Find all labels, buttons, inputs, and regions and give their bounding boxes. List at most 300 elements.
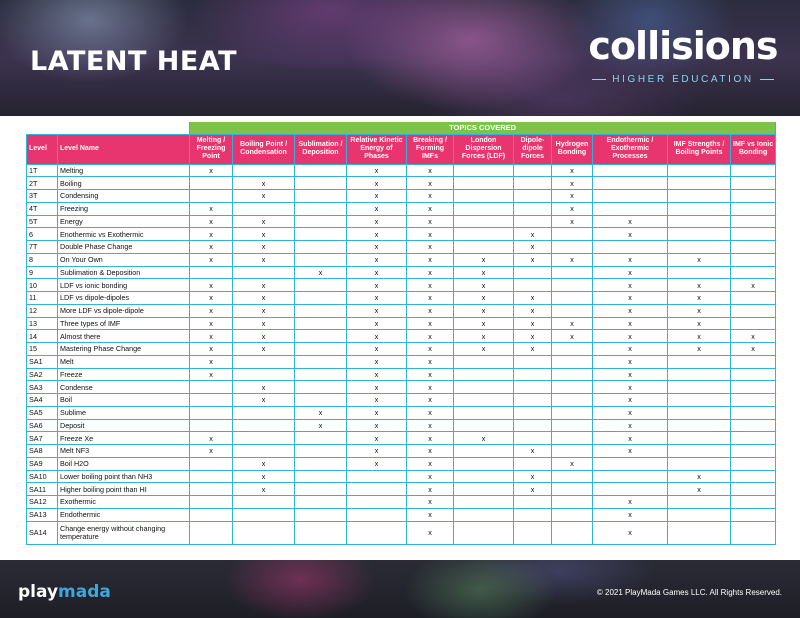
topic-mark-cell [190, 521, 233, 544]
topic-mark-cell: x [407, 445, 454, 458]
topic-mark-cell: x [552, 253, 593, 266]
topic-mark-cell: x [347, 292, 407, 305]
topic-mark-cell [295, 457, 347, 470]
table-row [27, 432, 776, 445]
level-cell: SA11 [27, 483, 58, 496]
level-cell: 11 [27, 292, 58, 305]
topic-mark-cell: x [233, 457, 295, 470]
topic-mark-cell: x [454, 330, 514, 343]
topic-mark-cell [190, 470, 233, 483]
column-header: Level Name [58, 134, 190, 164]
level-cell: SA13 [27, 508, 58, 521]
blank-cell [27, 122, 190, 134]
level-cell: 1T [27, 164, 58, 177]
topic-mark-cell [731, 381, 776, 394]
topic-mark-cell: x [731, 330, 776, 343]
topic-mark-cell [295, 470, 347, 483]
topic-mark-cell [552, 279, 593, 292]
topic-mark-cell [668, 445, 731, 458]
topic-mark-cell [731, 228, 776, 241]
topic-mark-cell [514, 406, 552, 419]
topic-mark-cell: x [552, 177, 593, 190]
topic-mark-cell [295, 368, 347, 381]
topic-mark-cell [668, 164, 731, 177]
topic-mark-cell: x [407, 496, 454, 509]
topic-mark-cell [347, 496, 407, 509]
level-name-cell: Exothermic [58, 496, 190, 509]
topic-mark-cell [731, 317, 776, 330]
topic-mark-cell: x [668, 343, 731, 356]
topic-mark-cell: x [593, 228, 668, 241]
topic-mark-cell [552, 292, 593, 305]
topic-mark-cell [668, 406, 731, 419]
topic-mark-cell [552, 394, 593, 407]
topic-mark-cell [454, 406, 514, 419]
level-name-cell: Endothermic [58, 508, 190, 521]
topic-mark-cell [190, 508, 233, 521]
table-row [27, 394, 776, 407]
topic-mark-cell: x [514, 343, 552, 356]
topic-mark-cell: x [552, 190, 593, 203]
table-row [27, 330, 776, 343]
topic-mark-cell: x [593, 432, 668, 445]
topic-mark-cell [552, 355, 593, 368]
level-cell: SA14 [27, 521, 58, 544]
topic-mark-cell [347, 508, 407, 521]
topic-mark-cell: x [407, 266, 454, 279]
level-name-cell: Freeze Xe [58, 432, 190, 445]
table-row [27, 215, 776, 228]
topic-mark-cell: x [407, 470, 454, 483]
topic-mark-cell: x [407, 164, 454, 177]
topic-mark-cell: x [407, 279, 454, 292]
topic-mark-cell: x [190, 304, 233, 317]
topic-mark-cell: x [514, 470, 552, 483]
copyright-text: © 2021 PlayMada Games LLC. All Rights Reserved. [596, 588, 782, 597]
topic-mark-cell [454, 445, 514, 458]
topic-mark-cell [454, 470, 514, 483]
topic-mark-cell [514, 266, 552, 279]
level-name-cell: Melt NF3 [58, 445, 190, 458]
topic-mark-cell [731, 190, 776, 203]
topic-mark-cell: x [347, 330, 407, 343]
topic-mark-cell [552, 508, 593, 521]
logo-tagline: HIGHER EDUCATION [612, 74, 754, 85]
topic-mark-cell [552, 368, 593, 381]
table-row [27, 202, 776, 215]
topic-mark-cell [552, 304, 593, 317]
topic-mark-cell: x [514, 304, 552, 317]
topic-mark-cell [233, 202, 295, 215]
topic-mark-cell: x [593, 215, 668, 228]
topic-mark-cell: x [407, 202, 454, 215]
table-row [27, 381, 776, 394]
topics-table-container [26, 122, 775, 545]
topic-mark-cell [514, 394, 552, 407]
topic-mark-cell: x [454, 279, 514, 292]
topic-mark-cell: x [407, 304, 454, 317]
topic-mark-cell [295, 445, 347, 458]
level-cell: 10 [27, 279, 58, 292]
brand-play: play [18, 582, 59, 602]
topic-mark-cell: x [668, 470, 731, 483]
level-name-cell: Change energy without changing temperature [58, 521, 190, 544]
topic-mark-cell: x [347, 253, 407, 266]
table-body [27, 164, 776, 544]
topic-mark-cell: x [347, 343, 407, 356]
topic-mark-cell [295, 381, 347, 394]
level-name-cell: Three types of IMF [58, 317, 190, 330]
topic-mark-cell: x [233, 483, 295, 496]
level-cell: 13 [27, 317, 58, 330]
level-cell: SA9 [27, 457, 58, 470]
topic-mark-cell: x [454, 304, 514, 317]
topic-mark-cell [514, 381, 552, 394]
topics-covered-label: TOPICS COVERED [190, 122, 776, 134]
topic-mark-cell: x [593, 419, 668, 432]
topic-mark-cell [668, 355, 731, 368]
topic-mark-cell: x [552, 317, 593, 330]
level-name-cell: Sublimation & Deposition [58, 266, 190, 279]
topic-mark-cell: x [233, 215, 295, 228]
topic-mark-cell [731, 470, 776, 483]
topic-mark-cell: x [668, 330, 731, 343]
topic-mark-cell: x [407, 177, 454, 190]
topic-mark-cell: x [407, 343, 454, 356]
topic-mark-cell: x [407, 406, 454, 419]
topic-mark-cell [593, 202, 668, 215]
level-cell: SA8 [27, 445, 58, 458]
level-name-cell: Almost there [58, 330, 190, 343]
brand-mada: mada [58, 582, 111, 602]
divider [760, 79, 774, 80]
topic-mark-cell: x [593, 381, 668, 394]
topic-mark-cell [190, 496, 233, 509]
topic-mark-cell [731, 202, 776, 215]
topic-mark-cell: x [407, 508, 454, 521]
topic-mark-cell: x [593, 355, 668, 368]
column-header: Dipole-dipole Forces [514, 134, 552, 164]
topic-mark-cell [233, 508, 295, 521]
topic-mark-cell: x [407, 241, 454, 254]
topic-mark-cell [190, 457, 233, 470]
topic-mark-cell [454, 355, 514, 368]
topic-mark-cell: x [347, 202, 407, 215]
level-cell: SA10 [27, 470, 58, 483]
table-row [27, 190, 776, 203]
level-name-cell: Condensing [58, 190, 190, 203]
topic-mark-cell [454, 190, 514, 203]
column-header: Boiling Point / Condensation [233, 134, 295, 164]
topic-mark-cell: x [407, 292, 454, 305]
level-cell: 4T [27, 202, 58, 215]
topic-mark-cell: x [407, 215, 454, 228]
topic-mark-cell: x [190, 215, 233, 228]
topic-mark-cell [731, 496, 776, 509]
topic-mark-cell [233, 355, 295, 368]
topic-mark-cell: x [233, 394, 295, 407]
topic-mark-cell [190, 419, 233, 432]
level-name-cell: Condense [58, 381, 190, 394]
topic-mark-cell [514, 521, 552, 544]
topic-mark-cell [552, 266, 593, 279]
topic-mark-cell [454, 381, 514, 394]
topic-mark-cell [347, 470, 407, 483]
divider [592, 79, 606, 80]
table-row [27, 241, 776, 254]
table-row [27, 368, 776, 381]
topic-mark-cell [731, 266, 776, 279]
table-row [27, 304, 776, 317]
column-header: IMF vs Ionic Bonding [731, 134, 776, 164]
topic-mark-cell: x [552, 164, 593, 177]
topic-mark-cell [731, 177, 776, 190]
topic-mark-cell: x [514, 445, 552, 458]
level-name-cell: More LDF vs dipole-dipole [58, 304, 190, 317]
topic-mark-cell [295, 343, 347, 356]
topic-mark-cell [190, 190, 233, 203]
level-cell: SA6 [27, 419, 58, 432]
topic-mark-cell [454, 508, 514, 521]
topic-mark-cell [514, 164, 552, 177]
topic-mark-cell [295, 496, 347, 509]
topic-mark-cell [593, 483, 668, 496]
topic-mark-cell [731, 292, 776, 305]
topic-mark-cell: x [593, 496, 668, 509]
table-row [27, 445, 776, 458]
topic-mark-cell: x [514, 330, 552, 343]
topic-mark-cell: x [514, 228, 552, 241]
topic-mark-cell [190, 381, 233, 394]
topic-mark-cell [668, 521, 731, 544]
topic-mark-cell: x [190, 241, 233, 254]
topic-mark-cell [514, 457, 552, 470]
level-cell: SA3 [27, 381, 58, 394]
topic-mark-cell [552, 343, 593, 356]
topic-mark-cell: x [347, 355, 407, 368]
column-header: London Dispersion Forces (LDF) [454, 134, 514, 164]
topic-mark-cell: x [407, 228, 454, 241]
topic-mark-cell [295, 164, 347, 177]
topic-mark-cell [295, 190, 347, 203]
topic-mark-cell: x [190, 202, 233, 215]
topic-mark-cell [552, 406, 593, 419]
topic-mark-cell [454, 177, 514, 190]
topic-mark-cell [668, 432, 731, 445]
topics-header-row [27, 122, 776, 134]
topic-mark-cell [295, 228, 347, 241]
topic-mark-cell [731, 394, 776, 407]
level-cell: 3T [27, 190, 58, 203]
topic-mark-cell: x [593, 445, 668, 458]
topic-mark-cell: x [731, 343, 776, 356]
topic-mark-cell [514, 432, 552, 445]
topic-mark-cell: x [347, 228, 407, 241]
level-name-cell: LDF vs ionic bonding [58, 279, 190, 292]
level-cell: SA7 [27, 432, 58, 445]
topic-mark-cell [668, 228, 731, 241]
topic-mark-cell: x [407, 419, 454, 432]
topic-mark-cell [295, 432, 347, 445]
topic-mark-cell: x [407, 381, 454, 394]
level-cell: SA1 [27, 355, 58, 368]
topic-mark-cell: x [233, 470, 295, 483]
topic-mark-cell [731, 445, 776, 458]
topic-mark-cell: x [593, 317, 668, 330]
topic-mark-cell [454, 368, 514, 381]
level-name-cell: Melt [58, 355, 190, 368]
topic-mark-cell [668, 215, 731, 228]
topic-mark-cell: x [347, 368, 407, 381]
topic-mark-cell [295, 483, 347, 496]
topic-mark-cell: x [552, 457, 593, 470]
topic-mark-cell [731, 457, 776, 470]
topic-mark-cell [190, 177, 233, 190]
topic-mark-cell: x [407, 330, 454, 343]
topic-mark-cell [668, 177, 731, 190]
topic-mark-cell [514, 419, 552, 432]
topic-mark-cell [190, 394, 233, 407]
topic-mark-cell: x [347, 177, 407, 190]
topic-mark-cell [514, 279, 552, 292]
topic-mark-cell: x [347, 241, 407, 254]
topic-mark-cell [668, 419, 731, 432]
topic-mark-cell [593, 164, 668, 177]
topic-mark-cell [552, 483, 593, 496]
topic-mark-cell [233, 432, 295, 445]
topic-mark-cell: x [407, 521, 454, 544]
level-cell: SA5 [27, 406, 58, 419]
level-name-cell: Higher boiling point than HI [58, 483, 190, 496]
table-row [27, 508, 776, 521]
topic-mark-cell: x [593, 394, 668, 407]
topic-mark-cell: x [593, 304, 668, 317]
topic-mark-cell: x [668, 292, 731, 305]
topic-mark-cell [514, 202, 552, 215]
topic-mark-cell [552, 228, 593, 241]
topic-mark-cell [295, 241, 347, 254]
collisions-logo [588, 24, 778, 96]
playmada-logo [18, 582, 111, 602]
topic-mark-cell: x [233, 279, 295, 292]
table-row [27, 279, 776, 292]
topic-mark-cell [295, 177, 347, 190]
topic-mark-cell: x [190, 368, 233, 381]
topic-mark-cell [552, 445, 593, 458]
topic-mark-cell: x [407, 355, 454, 368]
topic-mark-cell: x [454, 266, 514, 279]
topic-mark-cell: x [593, 292, 668, 305]
topic-mark-cell [552, 470, 593, 483]
topic-mark-cell [668, 368, 731, 381]
topic-mark-cell [731, 521, 776, 544]
level-name-cell: Mastering Phase Change [58, 343, 190, 356]
topic-mark-cell [190, 266, 233, 279]
topic-mark-cell [514, 508, 552, 521]
topic-mark-cell [668, 381, 731, 394]
topic-mark-cell: x [347, 304, 407, 317]
footer-banner [0, 560, 800, 618]
topic-mark-cell [552, 381, 593, 394]
level-name-cell: On Your Own [58, 253, 190, 266]
column-header: Endothermic / Exothermic Processes [593, 134, 668, 164]
level-name-cell: Boiling [58, 177, 190, 190]
topic-mark-cell: x [593, 279, 668, 292]
topic-mark-cell: x [668, 317, 731, 330]
topic-mark-cell: x [233, 292, 295, 305]
topic-mark-cell: x [552, 202, 593, 215]
topic-mark-cell [552, 432, 593, 445]
topic-mark-cell [731, 164, 776, 177]
topic-mark-cell: x [190, 330, 233, 343]
topic-mark-cell: x [190, 432, 233, 445]
topic-mark-cell [514, 496, 552, 509]
topic-mark-cell [731, 432, 776, 445]
level-name-cell: LDF vs dipole-dipoles [58, 292, 190, 305]
topic-mark-cell [295, 215, 347, 228]
table-row [27, 164, 776, 177]
table-row [27, 355, 776, 368]
topic-mark-cell: x [190, 317, 233, 330]
topic-mark-cell [668, 266, 731, 279]
level-name-cell: Sublime [58, 406, 190, 419]
topic-mark-cell [731, 483, 776, 496]
topic-mark-cell [295, 317, 347, 330]
topic-mark-cell: x [514, 292, 552, 305]
topic-mark-cell: x [668, 279, 731, 292]
topics-table [26, 122, 776, 545]
topic-mark-cell: x [347, 419, 407, 432]
topic-mark-cell [668, 496, 731, 509]
topic-mark-cell [514, 177, 552, 190]
topic-mark-cell: x [552, 215, 593, 228]
topic-mark-cell [731, 215, 776, 228]
topic-mark-cell: x [347, 457, 407, 470]
topic-mark-cell: x [190, 228, 233, 241]
topic-mark-cell: x [454, 292, 514, 305]
topic-mark-cell [454, 419, 514, 432]
level-cell: 6 [27, 228, 58, 241]
topic-mark-cell [233, 406, 295, 419]
topic-mark-cell: x [407, 253, 454, 266]
topic-mark-cell: x [407, 368, 454, 381]
column-header: Breaking / Forming IMFs [407, 134, 454, 164]
level-cell: 8 [27, 253, 58, 266]
topic-mark-cell [552, 241, 593, 254]
topic-mark-cell: x [407, 394, 454, 407]
topic-mark-cell: x [454, 253, 514, 266]
level-cell: 12 [27, 304, 58, 317]
topic-mark-cell [295, 508, 347, 521]
topic-mark-cell: x [593, 368, 668, 381]
column-header-row [27, 134, 776, 164]
table-row [27, 177, 776, 190]
level-name-cell: Boil [58, 394, 190, 407]
topic-mark-cell: x [514, 253, 552, 266]
table-row [27, 317, 776, 330]
level-name-cell: Melting [58, 164, 190, 177]
topic-mark-cell: x [347, 164, 407, 177]
page-title: LATENT HEAT [30, 46, 238, 77]
topic-mark-cell: x [347, 432, 407, 445]
topic-mark-cell [454, 241, 514, 254]
topic-mark-cell: x [454, 432, 514, 445]
topic-mark-cell [514, 215, 552, 228]
topic-mark-cell: x [347, 406, 407, 419]
topic-mark-cell [668, 241, 731, 254]
column-header: Relative Kinetic Energy of Phases [347, 134, 407, 164]
topic-mark-cell [668, 394, 731, 407]
